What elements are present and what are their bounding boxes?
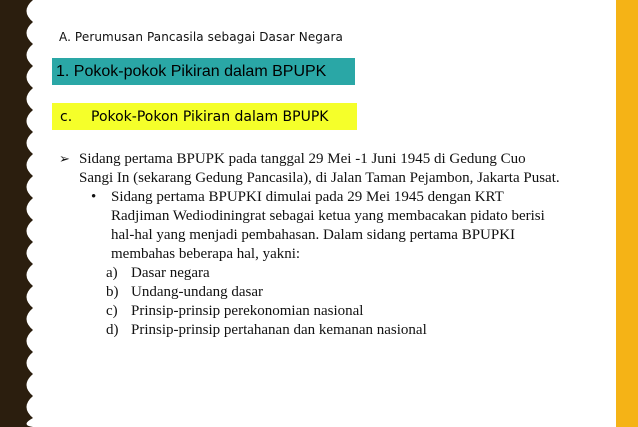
sub-bullet-line: hal-hal yang menjadi pembahasan. Dalam sidang pertama BPUPKI — [111, 227, 516, 243]
list-item — [106, 302, 579, 321]
left-decorative-bar — [0, 0, 33, 427]
list-item-letter: b) — [106, 284, 119, 300]
bullet-line: Sangi In (sekarang Gedung Pancasila), di Jalan Taman Pejambon, Jakarta Pusat. — [79, 170, 560, 186]
lettered-list — [106, 264, 579, 340]
section-header: A. Perumusan Pancasila sebagai Dasar Negara — [59, 30, 343, 44]
list-item-letter: d) — [106, 322, 119, 338]
arrow-bullet-icon: ➢ — [59, 152, 70, 167]
slide-content — [59, 150, 579, 340]
list-item-letter: a) — [106, 265, 118, 281]
subtitle-band-teal-text: 1. Pokok-pokok Pikiran dalam BPUPK — [56, 62, 327, 80]
sub-bullet-line: Sidang pertama BPUPKI dimulai pada 29 Mei 1945 dengan KRT — [111, 189, 504, 205]
list-item-text: Prinsip-prinsip pertahanan dan kemanan nasional — [131, 322, 427, 338]
dot-bullet-icon: • — [91, 189, 97, 205]
list-item-text: Dasar negara — [131, 265, 210, 281]
right-accent-bar — [616, 0, 638, 427]
sub-bullet-line: Radjiman Wediodiningrat sebagai ketua yang membacakan pidato berisi — [111, 208, 545, 224]
wavy-edge-decoration — [0, 0, 33, 427]
subtitle-band-teal — [52, 58, 355, 85]
list-item-text: Undang-undang dasar — [131, 284, 264, 300]
list-item — [106, 321, 579, 340]
sub-bullet-line: membahas beberapa hal, yakni: — [111, 246, 301, 262]
list-item-text: Prinsip-prinsip perekonomian nasional — [131, 303, 364, 319]
subtitle-band-yellow-text: Pokok-Pokon Pikiran dalam BPUPK — [91, 108, 329, 125]
subtitle-band-yellow — [52, 103, 357, 130]
list-item-letter: c) — [106, 303, 118, 319]
list-item — [106, 283, 579, 302]
bullet-line: Sidang pertama BPUPK pada tanggal 29 Mei -1 Juni 1945 di Gedung Cuo — [79, 151, 526, 167]
list-item — [106, 264, 579, 283]
sub-bullet-item — [88, 188, 579, 264]
subtitle-band-yellow-number: c. — [60, 108, 73, 125]
bullet-item — [59, 150, 579, 188]
